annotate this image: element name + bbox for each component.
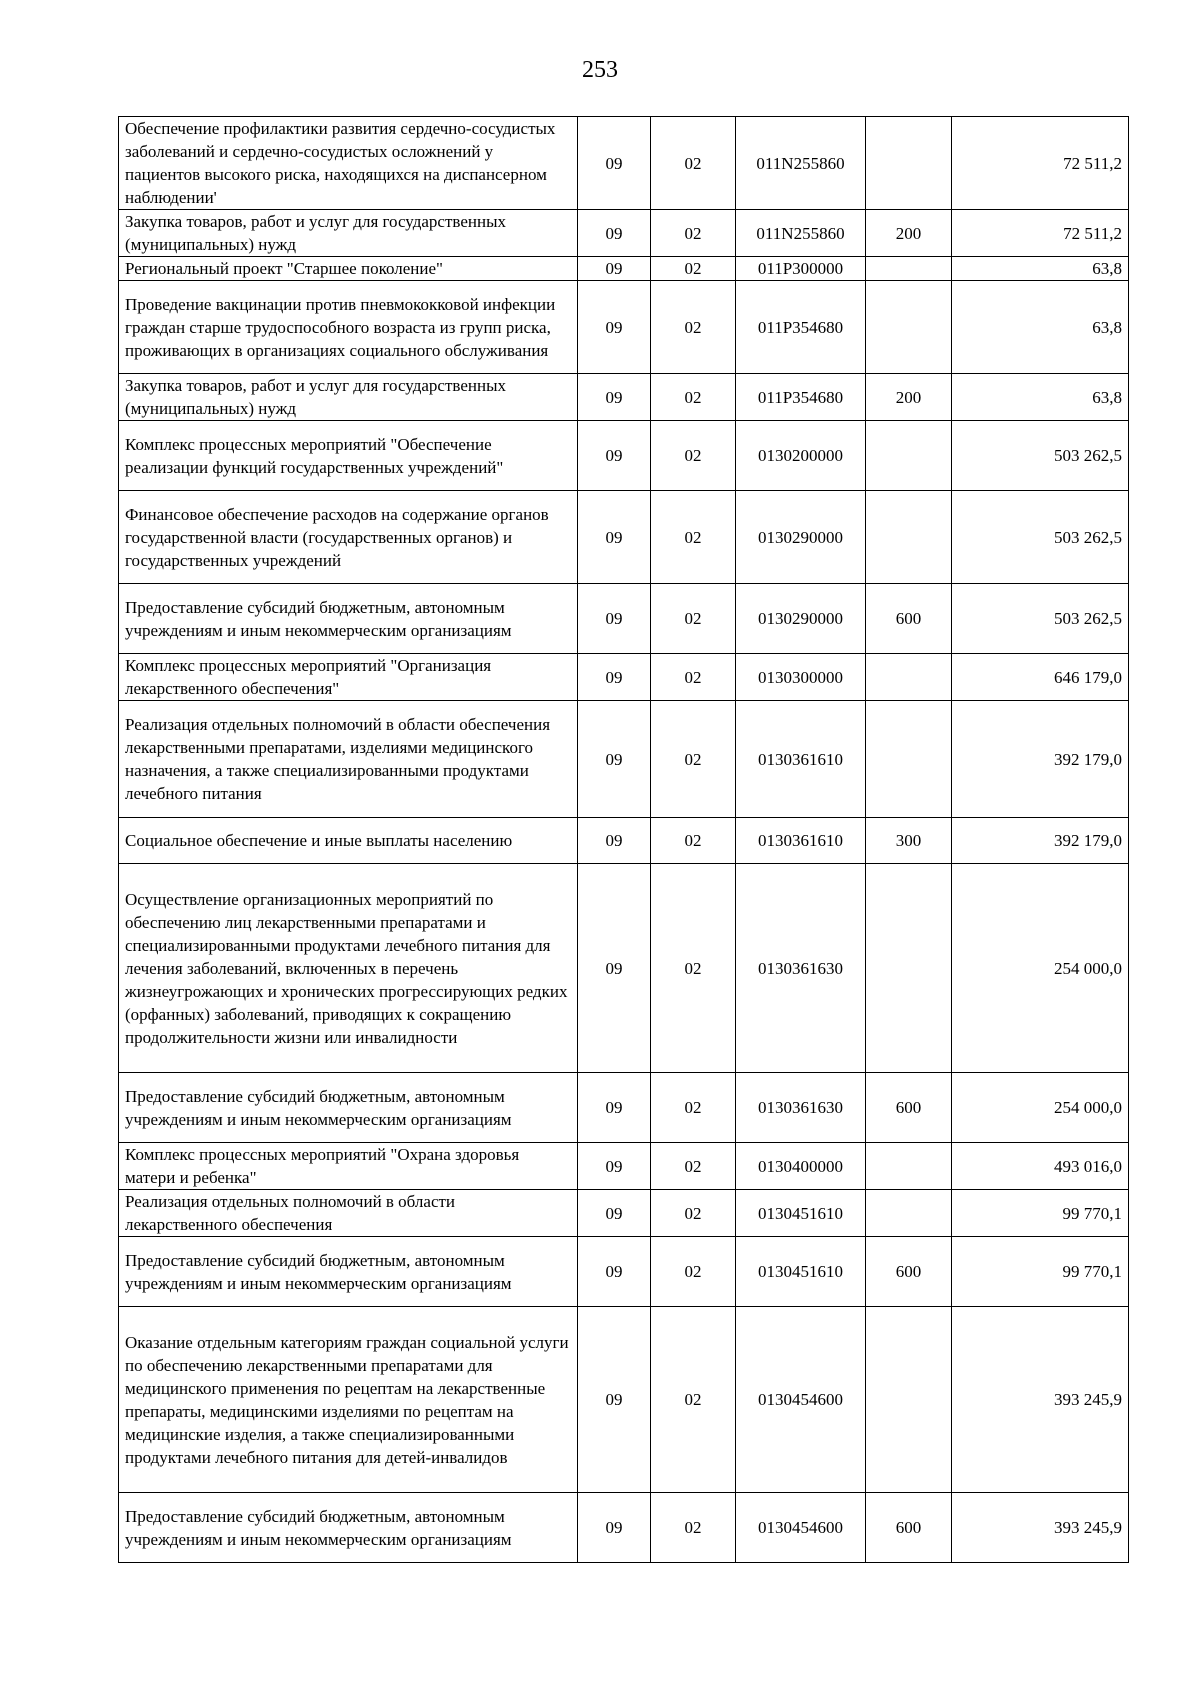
section-code: 09: [578, 1143, 651, 1190]
subsection-code: 02: [651, 421, 736, 491]
amount: 393 245,9: [952, 1493, 1129, 1563]
expense-name: Реализация отдельных полномочий в области обеспечения лекарственными препаратами, изделиями медицинского назначения, а также специализированными продуктами лечебного питания: [119, 701, 578, 818]
expense-type-code: [866, 1143, 952, 1190]
section-code: 09: [578, 818, 651, 864]
amount: 254 000,0: [952, 864, 1129, 1073]
target-code: 0130290000: [736, 584, 866, 654]
subsection-code: 02: [651, 584, 736, 654]
expense-name: Финансовое обеспечение расходов на содержание органов государственной власти (государственных органов) и государственных учреждений: [119, 491, 578, 584]
subsection-code: 02: [651, 117, 736, 210]
table-row: [119, 117, 1129, 210]
subsection-code: 02: [651, 701, 736, 818]
subsection-code: 02: [651, 864, 736, 1073]
expense-type-code: [866, 1307, 952, 1493]
amount: 99 770,1: [952, 1237, 1129, 1307]
expense-name: Закупка товаров, работ и услуг для государственных (муниципальных) нужд: [119, 210, 578, 257]
table-row: [119, 281, 1129, 374]
section-code: 09: [578, 491, 651, 584]
expense-type-code: 200: [866, 210, 952, 257]
expense-name: Проведение вакцинации против пневмококковой инфекции граждан старше трудоспособного возраста из групп риска, проживающих в организациях социального обслуживания: [119, 281, 578, 374]
table-row: [119, 864, 1129, 1073]
section-code: 09: [578, 1493, 651, 1563]
expense-name: Социальное обеспечение и иные выплаты населению: [119, 818, 578, 864]
section-code: 09: [578, 374, 651, 421]
expense-name: Комплекс процессных мероприятий "Обеспечение реализации функций государственных учреждений": [119, 421, 578, 491]
amount: 392 179,0: [952, 818, 1129, 864]
expense-name: Предоставление субсидий бюджетным, автономным учреждениям и иным некоммерческим организациям: [119, 1073, 578, 1143]
section-code: 09: [578, 584, 651, 654]
expense-type-code: [866, 117, 952, 210]
section-code: 09: [578, 1237, 651, 1307]
table-row: [119, 1073, 1129, 1143]
expense-type-code: 600: [866, 1493, 952, 1563]
section-code: 09: [578, 1073, 651, 1143]
expense-name: Предоставление субсидий бюджетным, автономным учреждениям и иным некоммерческим организациям: [119, 1493, 578, 1563]
expense-name: Реализация отдельных полномочий в области лекарственного обеспечения: [119, 1190, 578, 1237]
expense-type-code: 600: [866, 1073, 952, 1143]
expense-name: Оказание отдельным категориям граждан социальной услуги по обеспечению лекарственными препаратами для медицинского применения по рецептам на лекарственные препараты, медицинскими изделиями по рецептам на медицинские изделия, а также специализированными продуктами лечебного питания для детей-инвалидов: [119, 1307, 578, 1493]
table-row: [119, 421, 1129, 491]
table-row: [119, 701, 1129, 818]
amount: 63,8: [952, 281, 1129, 374]
subsection-code: 02: [651, 491, 736, 584]
subsection-code: 02: [651, 654, 736, 701]
expense-type-code: 600: [866, 584, 952, 654]
subsection-code: 02: [651, 818, 736, 864]
expense-type-code: [866, 491, 952, 584]
amount: 503 262,5: [952, 584, 1129, 654]
table-row: [119, 584, 1129, 654]
table-row: [119, 1307, 1129, 1493]
target-code: 011P354680: [736, 281, 866, 374]
subsection-code: 02: [651, 281, 736, 374]
amount: 254 000,0: [952, 1073, 1129, 1143]
target-code: 0130290000: [736, 491, 866, 584]
expense-type-code: 600: [866, 1237, 952, 1307]
subsection-code: 02: [651, 1237, 736, 1307]
expense-name: Осуществление организационных мероприятий по обеспечению лиц лекарственными препаратами и специализированными продуктами лечебного питания для лечения заболеваний, включенных в перечень жизнеугрожающих и хронических прогрессирующих редких (орфанных) заболеваний, приводящих к сокращению продолжительности жизни или инвалидности: [119, 864, 578, 1073]
section-code: 09: [578, 654, 651, 701]
expense-name: Обеспечение профилактики развития сердечно-сосудистых заболеваний и сердечно-сосудистых осложнений у пациентов высокого риска, находящихся на диспансерном наблюдении': [119, 117, 578, 210]
target-code: 0130400000: [736, 1143, 866, 1190]
table-row: [119, 654, 1129, 701]
subsection-code: 02: [651, 1307, 736, 1493]
amount: 646 179,0: [952, 654, 1129, 701]
target-code: 0130300000: [736, 654, 866, 701]
budget-table: [118, 116, 1129, 1563]
expense-name: Комплекс процессных мероприятий "Охрана здоровья матери и ребенка": [119, 1143, 578, 1190]
amount: 392 179,0: [952, 701, 1129, 818]
target-code: 011P354680: [736, 374, 866, 421]
expense-type-code: [866, 701, 952, 818]
target-code: 011N255860: [736, 210, 866, 257]
subsection-code: 02: [651, 374, 736, 421]
subsection-code: 02: [651, 1190, 736, 1237]
expense-type-code: [866, 864, 952, 1073]
subsection-code: 02: [651, 1143, 736, 1190]
table-row: [119, 257, 1129, 281]
section-code: 09: [578, 1190, 651, 1237]
expense-type-code: [866, 654, 952, 701]
amount: 72 511,2: [952, 117, 1129, 210]
expense-type-code: [866, 421, 952, 491]
table-row: [119, 210, 1129, 257]
subsection-code: 02: [651, 1493, 736, 1563]
table-row: [119, 1493, 1129, 1563]
target-code: 0130361630: [736, 864, 866, 1073]
target-code: 0130451610: [736, 1190, 866, 1237]
expense-type-code: [866, 1190, 952, 1237]
amount: 99 770,1: [952, 1190, 1129, 1237]
target-code: 0130361630: [736, 1073, 866, 1143]
amount: 63,8: [952, 257, 1129, 281]
subsection-code: 02: [651, 210, 736, 257]
section-code: 09: [578, 864, 651, 1073]
section-code: 09: [578, 421, 651, 491]
subsection-code: 02: [651, 257, 736, 281]
amount: 72 511,2: [952, 210, 1129, 257]
target-code: 0130200000: [736, 421, 866, 491]
section-code: 09: [578, 1307, 651, 1493]
section-code: 09: [578, 257, 651, 281]
expense-name: Региональный проект "Старшее поколение": [119, 257, 578, 281]
table-row: [119, 491, 1129, 584]
amount: 493 016,0: [952, 1143, 1129, 1190]
amount: 503 262,5: [952, 421, 1129, 491]
expense-type-code: 300: [866, 818, 952, 864]
table-row: [119, 1190, 1129, 1237]
section-code: 09: [578, 117, 651, 210]
target-code: 011N255860: [736, 117, 866, 210]
expense-name: Закупка товаров, работ и услуг для государственных (муниципальных) нужд: [119, 374, 578, 421]
expense-type-code: 200: [866, 374, 952, 421]
target-code: 0130361610: [736, 701, 866, 818]
subsection-code: 02: [651, 1073, 736, 1143]
expense-name: Предоставление субсидий бюджетным, автономным учреждениям и иным некоммерческим организациям: [119, 1237, 578, 1307]
table-row: [119, 1143, 1129, 1190]
section-code: 09: [578, 210, 651, 257]
amount: 393 245,9: [952, 1307, 1129, 1493]
target-code: 0130361610: [736, 818, 866, 864]
section-code: 09: [578, 701, 651, 818]
amount: 503 262,5: [952, 491, 1129, 584]
page-number: 253: [582, 57, 618, 83]
expense-type-code: [866, 257, 952, 281]
table-row: [119, 1237, 1129, 1307]
target-code: 0130451610: [736, 1237, 866, 1307]
section-code: 09: [578, 281, 651, 374]
expense-name: Комплекс процессных мероприятий "Организация лекарственного обеспечения": [119, 654, 578, 701]
target-code: 011P300000: [736, 257, 866, 281]
expense-name: Предоставление субсидий бюджетным, автономным учреждениям и иным некоммерческим организациям: [119, 584, 578, 654]
table-row: [119, 818, 1129, 864]
expense-type-code: [866, 281, 952, 374]
amount: 63,8: [952, 374, 1129, 421]
target-code: 0130454600: [736, 1307, 866, 1493]
table-row: [119, 374, 1129, 421]
target-code: 0130454600: [736, 1493, 866, 1563]
